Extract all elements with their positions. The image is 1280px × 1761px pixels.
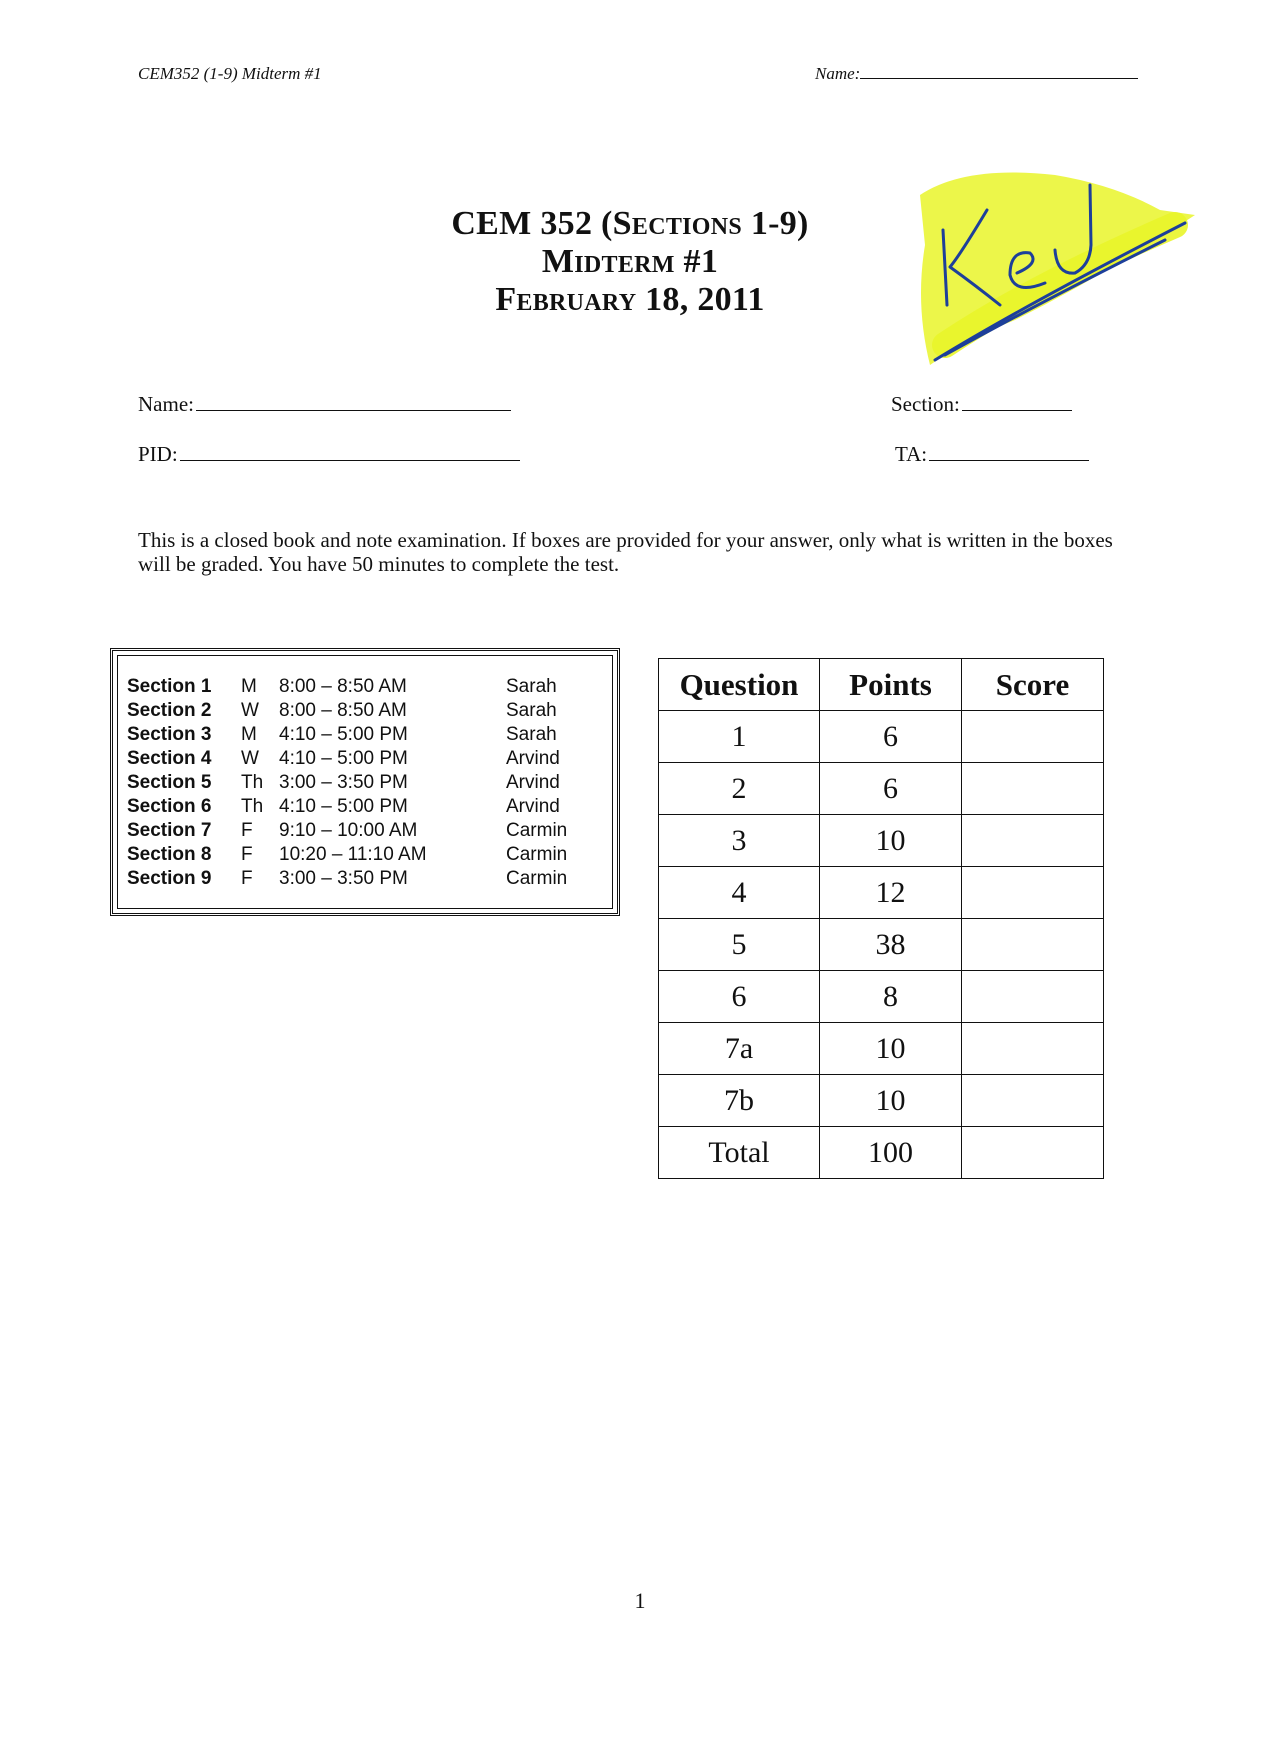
- key-stamp: [905, 155, 1205, 385]
- score-row: [659, 711, 1104, 763]
- schedule-section: Section 7: [127, 820, 212, 841]
- schedule-section: Section 5: [127, 772, 212, 793]
- running-header-name-label: Name:: [815, 64, 861, 83]
- score-points: 6: [820, 763, 962, 815]
- pid-blank[interactable]: [180, 442, 520, 461]
- name-label: Name:: [138, 392, 194, 416]
- schedule-ta: Carmin: [506, 844, 568, 865]
- name-field[interactable]: [138, 392, 511, 417]
- score-points: 38: [820, 919, 962, 971]
- schedule-section: Section 4: [127, 748, 212, 769]
- schedule-day: Th: [241, 772, 264, 793]
- score-question: 1: [659, 711, 820, 763]
- pid-label: PID:: [138, 442, 178, 466]
- schedule-row: [127, 747, 567, 771]
- instructions: This is a closed book and note examination. If boxes are provided for your answer, only what is written in the boxes will be graded. You have 50 minutes to complete the test.: [138, 528, 1113, 576]
- schedule-ta: Arvind: [506, 772, 560, 793]
- schedule-row: [127, 795, 567, 819]
- score-row: [659, 1127, 1104, 1179]
- section-blank[interactable]: [962, 392, 1072, 411]
- score-points: 100: [820, 1127, 962, 1179]
- schedule-time: 4:10 – 5:00 PM: [279, 724, 408, 745]
- schedule-day: M: [241, 724, 257, 745]
- schedule-day: W: [241, 748, 259, 769]
- schedule-table: [127, 675, 567, 891]
- score-points: 10: [820, 1075, 962, 1127]
- schedule-day: W: [241, 700, 259, 721]
- score-cell[interactable]: [962, 971, 1104, 1023]
- score-question: 7a: [659, 1023, 820, 1075]
- title-course: CEM 352 (Sections 1-9): [451, 205, 809, 242]
- schedule-section: Section 8: [127, 844, 212, 865]
- schedule-day: F: [241, 820, 253, 841]
- page-number: 1: [634, 1588, 646, 1613]
- schedule-time: 8:00 – 8:50 AM: [279, 700, 407, 721]
- score-row: [659, 971, 1104, 1023]
- header-question: Question: [659, 659, 820, 711]
- score-row: [659, 815, 1104, 867]
- pid-field[interactable]: [138, 442, 520, 467]
- section-label: Section:: [891, 392, 960, 416]
- running-header-course: CEM352 (1-9) Midterm #1: [138, 64, 322, 83]
- score-row: [659, 1075, 1104, 1127]
- header-points: Points: [820, 659, 962, 711]
- score-points: 8: [820, 971, 962, 1023]
- schedule-section: Section 1: [127, 676, 212, 697]
- score-cell[interactable]: [962, 711, 1104, 763]
- schedule-time: 3:00 – 3:50 PM: [279, 772, 408, 793]
- running-header-name: [815, 64, 1138, 84]
- score-cell[interactable]: [962, 763, 1104, 815]
- schedule-time: 4:10 – 5:00 PM: [279, 796, 408, 817]
- score-question: Total: [659, 1127, 820, 1179]
- schedule-ta: Arvind: [506, 748, 560, 769]
- score-question: 5: [659, 919, 820, 971]
- schedule-day: M: [241, 676, 257, 697]
- highlighter-mark: [920, 173, 1195, 366]
- score-question: 2: [659, 763, 820, 815]
- schedule-section: Section 9: [127, 868, 212, 889]
- schedule-row: [127, 867, 567, 891]
- key-stamp-text: Key: [905, 155, 907, 156]
- schedule-ta: Sarah: [506, 676, 557, 697]
- title-date: February 18, 2011: [495, 281, 765, 318]
- score-points: 6: [820, 711, 962, 763]
- score-cell[interactable]: [962, 1075, 1104, 1127]
- schedule-ta: Carmin: [506, 820, 568, 841]
- section-field[interactable]: [891, 392, 1072, 417]
- name-blank[interactable]: [196, 392, 511, 411]
- schedule-time: 8:00 – 8:50 AM: [279, 676, 407, 697]
- schedule-time: 9:10 – 10:00 AM: [279, 820, 418, 841]
- score-question: 4: [659, 867, 820, 919]
- ta-label: TA:: [895, 442, 928, 466]
- schedule-row: [127, 771, 567, 795]
- title-exam: Midterm #1: [541, 243, 719, 280]
- schedule-row: [127, 675, 567, 699]
- score-question: 7b: [659, 1075, 820, 1127]
- score-row: [659, 1023, 1104, 1075]
- schedule-ta: Sarah: [506, 700, 557, 721]
- schedule-box: [110, 648, 620, 916]
- ta-field[interactable]: [895, 442, 1089, 467]
- score-table: [658, 658, 1104, 1179]
- score-row: [659, 867, 1104, 919]
- schedule-day: F: [241, 868, 253, 889]
- score-row: [659, 763, 1104, 815]
- score-table-header: [659, 659, 1104, 711]
- schedule-ta: Carmin: [506, 868, 568, 889]
- score-question: 3: [659, 815, 820, 867]
- schedule-row: [127, 723, 567, 747]
- schedule-ta: Arvind: [506, 796, 560, 817]
- score-points: 12: [820, 867, 962, 919]
- schedule-time: 10:20 – 11:10 AM: [279, 844, 427, 865]
- schedule-time: 3:00 – 3:50 PM: [279, 868, 408, 889]
- score-points: 10: [820, 1023, 962, 1075]
- schedule-row: [127, 699, 567, 723]
- schedule-day: Th: [241, 796, 264, 817]
- schedule-row: [127, 819, 567, 843]
- score-cell[interactable]: [962, 815, 1104, 867]
- schedule-section: Section 6: [127, 796, 212, 817]
- exam-title: [380, 205, 880, 319]
- score-cell[interactable]: [962, 919, 1104, 971]
- schedule-day: F: [241, 844, 253, 865]
- schedule-ta: Sarah: [506, 724, 557, 745]
- score-cell[interactable]: [962, 1023, 1104, 1075]
- score-question: 6: [659, 971, 820, 1023]
- running-header-name-blank[interactable]: [860, 64, 1138, 79]
- score-row: [659, 919, 1104, 971]
- schedule-time: 4:10 – 5:00 PM: [279, 748, 408, 769]
- score-cell[interactable]: [962, 867, 1104, 919]
- score-points: 10: [820, 815, 962, 867]
- score-cell[interactable]: [962, 1127, 1104, 1179]
- ta-blank[interactable]: [929, 442, 1089, 461]
- header-score: Score: [962, 659, 1104, 711]
- schedule-section: Section 3: [127, 724, 212, 745]
- schedule-row: [127, 843, 567, 867]
- schedule-section: Section 2: [127, 700, 212, 721]
